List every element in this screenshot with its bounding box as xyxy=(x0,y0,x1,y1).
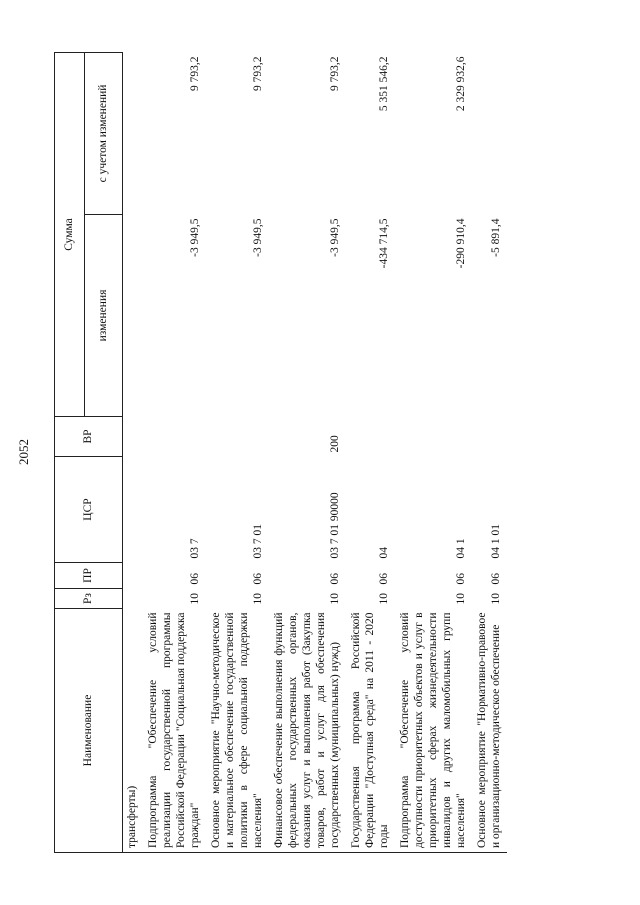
cell-csr: 04 1 xyxy=(455,538,468,559)
cell-pr: 06 xyxy=(490,573,503,585)
budget-table xyxy=(54,52,507,853)
cell-rz: 10 xyxy=(189,593,202,605)
cell-name: Основное мероприятие "Нормативно-правовое и организационно-методическое обеспечение xyxy=(472,609,507,853)
col-header-sum: Сумма xyxy=(55,52,85,416)
table-row xyxy=(143,52,206,852)
cell-rz: 10 xyxy=(252,593,265,605)
cell-total xyxy=(472,52,507,214)
cell-pr: 06 xyxy=(455,573,468,585)
cell-vr: 200 xyxy=(329,435,342,453)
cell-vr xyxy=(123,417,144,457)
cell-pr: 06 xyxy=(252,573,265,585)
col-header-rz: Рз xyxy=(55,589,123,609)
col-header-pr: ПР xyxy=(55,563,123,589)
cell-change: -290 910,4 xyxy=(455,218,468,269)
cell-change: -5 891,4 xyxy=(490,218,503,257)
table-row xyxy=(206,52,269,852)
col-header-with-change: с учетом изменений xyxy=(85,52,123,214)
cell-name: трансферты) xyxy=(123,609,144,853)
cell-name: Основное мероприятие "Научно-методическое и материальное обеспечение государственной политики в сфере социальной поддержки населения" xyxy=(206,609,269,853)
cell-vr xyxy=(472,417,507,457)
cell-csr: 03 7 xyxy=(189,538,202,559)
cell-total xyxy=(123,52,144,214)
col-header-vr: ВР xyxy=(55,417,123,457)
table-row xyxy=(269,52,346,852)
cell-name: Подпрограмма "Обеспечение условий доступности приоритетных объектов и услуг в приоритетных сферах жизнедеятельности инвалидов и других маломобильных групп населения" xyxy=(395,609,472,853)
cell-change: -3 949,5 xyxy=(189,218,202,257)
cell-rz: 10 xyxy=(490,593,503,605)
cell-pr xyxy=(123,563,144,589)
cell-rz: 10 xyxy=(455,593,468,605)
cell-pr: 06 xyxy=(329,573,342,585)
cell-pr: 06 xyxy=(378,573,391,585)
cell-csr: 03 7 01 xyxy=(252,524,265,559)
cell-vr xyxy=(143,417,206,457)
cell-csr: 03 7 01 90000 xyxy=(329,492,342,559)
table-body xyxy=(123,52,508,852)
cell-name: Подпрограмма "Обеспечение условий реализации государственной программы Российской Федерации "Социальная поддержка граждан" xyxy=(143,609,206,853)
cell-rz: 10 xyxy=(329,593,342,605)
cell-change: -434 714,5 xyxy=(378,218,391,269)
cell-total: 9 793,2 xyxy=(329,56,342,91)
cell-csr xyxy=(123,457,144,563)
cell-change: -3 949,5 xyxy=(329,218,342,257)
cell-total: 9 793,2 xyxy=(189,56,202,91)
cell-total: 5 351 546,2 xyxy=(378,56,391,112)
cell-vr xyxy=(346,417,395,457)
cell-change: -3 949,5 xyxy=(252,218,265,257)
table-row xyxy=(123,52,144,852)
col-header-name: Наименование xyxy=(55,609,123,853)
cell-total: 9 793,2 xyxy=(252,56,265,91)
table-row xyxy=(472,52,507,852)
cell-change xyxy=(123,215,144,417)
col-header-csr: ЦСР xyxy=(55,457,123,563)
cell-rz xyxy=(123,589,144,609)
table-row xyxy=(346,52,395,852)
cell-name: Финансовое обеспечение выполнения функций федеральных государственных органов, оказания услуг и выполнения работ (Закупка товаров, работ и услуг для обеспечения государственных (муниципальных) нужд) xyxy=(269,609,346,853)
table-row xyxy=(395,52,472,852)
cell-rz: 10 xyxy=(378,593,391,605)
page-number: 2052 xyxy=(16,439,31,465)
cell-vr xyxy=(206,417,269,457)
cell-name: Государственная программа Российской Федерации "Доступная среда" на 2011 - 2020 годы xyxy=(346,609,395,853)
cell-csr: 04 xyxy=(378,547,391,559)
cell-csr: 04 1 01 xyxy=(490,524,503,559)
cell-pr: 06 xyxy=(189,573,202,585)
cell-total: 2 329 932,6 xyxy=(455,56,468,112)
cell-vr xyxy=(395,417,472,457)
col-header-change: изменения xyxy=(85,215,123,417)
